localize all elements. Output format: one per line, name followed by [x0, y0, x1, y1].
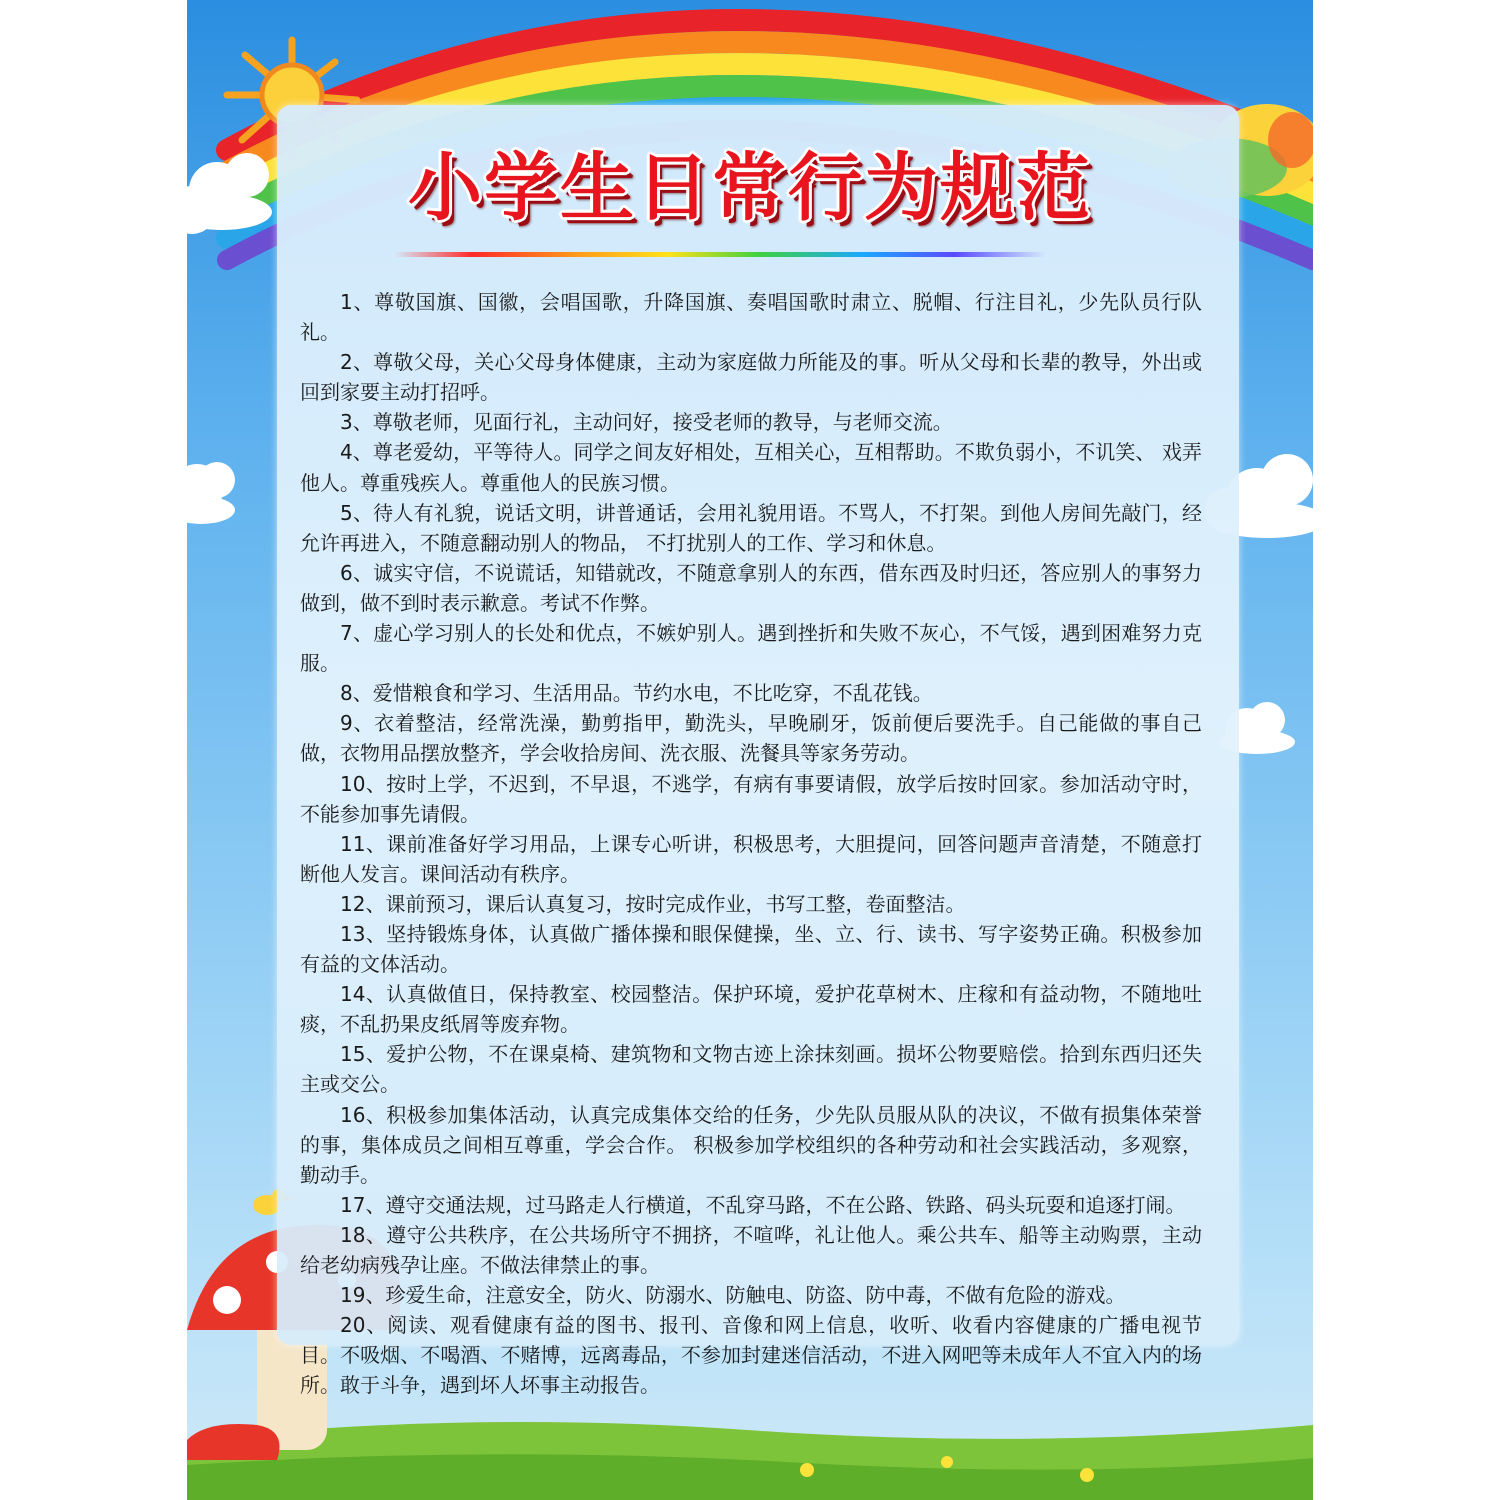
title-underline: [394, 252, 1046, 257]
rule-item: 20、阅读、观看健康有益的图书、报刊、音像和网上信息，收听、收看内容健康的广播电视节目。不吸烟、不喝酒、不赌博，远离毒品，不参加封建迷信活动，不进入网吧等未成年人不宜入内的场所。敢于斗争，遇到坏人坏事主动报告。: [300, 1313, 1202, 1398]
rule-item: 10、按时上学，不迟到，不早退，不逃学，有病有事要请假，放学后按时回家。参加活动守时，不能参加事先请假。: [300, 771, 1202, 826]
rule-item: 7、虚心学习别人的长处和优点，不嫉妒别人。遇到挫折和失败不灰心，不气馁，遇到困难努力克服。: [300, 621, 1202, 676]
rule-item: 2、尊敬父母，关心父母身体健康，主动为家庭做力所能及的事。听从父母和长辈的教导，外出或回到家要主动打招呼。: [300, 350, 1202, 405]
rule-item: 17、遵守交通法规，过马路走人行横道，不乱穿马路，不在公路、铁路、码头玩耍和追逐打闹。: [340, 1192, 1186, 1217]
rule-item: 6、诚实守信，不说谎话，知错就改，不随意拿别人的东西，借东西及时归还，答应别人的事努力做到，做不到时表示歉意。考试不作弊。: [300, 560, 1202, 615]
rule-item: 8、爱惜粮食和学习、生活用品。节约水电，不比吃穿，不乱花钱。: [340, 681, 933, 706]
rule-item: 9、衣着整洁，经常洗澡，勤剪指甲，勤洗头，早晚刷牙，饭前便后要洗手。自己能做的事自己做，衣物用品摆放整齐，学会收拾房间、洗衣服、洗餐具等家务劳动。: [300, 711, 1202, 766]
rule-item: 18、遵守公共秩序，在公共场所守不拥挤，不喧哗，礼让他人。乘公共车、船等主动购票，主动给老幼病残孕让座。不做法律禁止的事。: [300, 1222, 1202, 1277]
rule-item: 4、尊老爱幼，平等待人。同学之间友好相处，互相关心，互相帮助。不欺负弱小，不讥笑、 戏弄他人。尊重残疾人。尊重他人的民族习惯。: [300, 440, 1202, 495]
cloud-icon: [187, 462, 235, 524]
rule-item: 1、尊敬国旗、国徽，会唱国歌，升降国旗、奏唱国歌时肃立、脱帽、行注目礼，少先队员行队礼。: [300, 290, 1202, 345]
rule-item: 5、待人有礼貌，说话文明，讲普通话，会用礼貌用语。不骂人，不打架。到他人房间先敲门，经允许再进入，不随意翻动别人的物品， 不打扰别人的工作、学习和休息。: [300, 500, 1202, 555]
poster-title: 小学生日常行为规范: [408, 145, 1092, 231]
rules-list: [300, 287, 1202, 1400]
rule-item: 11、课前准备好学习用品，上课专心听讲，积极思考，大胆提问，回答问题声音清楚，不随意打断他人发言。课间活动有秩序。: [300, 831, 1202, 886]
rule-item: 16、积极参加集体活动，认真完成集体交给的任务，少先队员服从队的决议，不做有损集体荣誉的事，集体成员之间相互尊重，学会合作。 积极参加学校组织的各种劳动和社会实践活动，多观察，勤动手。: [300, 1102, 1202, 1187]
rule-item: 19、珍爱生命，注意安全，防火、防溺水、防触电、防盗、防中毒，不做有危险的游戏。: [340, 1283, 1126, 1308]
rule-item: 3、尊敬老师，见面行礼，主动问好，接受老师的教导，与老师交流。: [340, 410, 953, 435]
rule-item: 15、爱护公物，不在课桌椅、建筑物和文物古迹上涂抹刻画。损坏公物要赔偿。拾到东西归还失主或交公。: [300, 1042, 1202, 1097]
grass-field: [187, 1422, 1313, 1500]
rule-item: 13、坚持锻炼身体，认真做广播体操和眼保健操，坐、立、行、读书、写字姿势正确。积极参加有益的文体活动。: [300, 921, 1202, 977]
rule-item: 14、认真做值日，保持教室、校园整洁。保护环境，爱护花草树木、庄稼和有益动物，不随地吐痰，不乱扔果皮纸屑等废弃物。: [300, 982, 1202, 1037]
poster: [187, 0, 1313, 1500]
rule-item: 12、课前预习，课后认真复习，按时完成作业，书写工整，卷面整洁。: [340, 891, 966, 916]
